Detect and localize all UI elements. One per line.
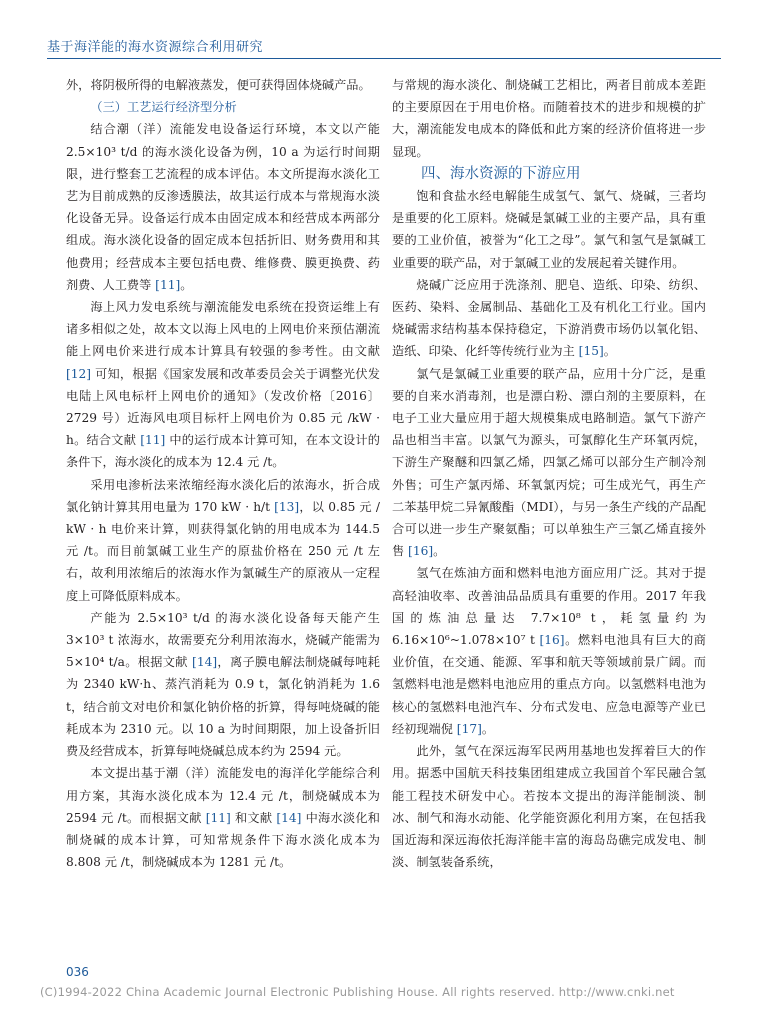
citation-link[interactable]: [16] (404, 544, 434, 559)
citation-link[interactable]: [16] (534, 633, 565, 648)
paragraph: 结合潮（洋）流能发电设备运行环境，本文以产能 2.5×10³ t/d 的海水淡化设备为例，10 a 为运行时间期限，进行整套工艺流程的成本评估。本文所提海水淡化工艺为目前成熟的反渗透膜法，故其运行成本与常规海水淡化设备无异。设备运行成本由固定成本和经营成本两部分组成。海水淡化设备的固定成本包括折旧、财务费用和其他费用；经营成本主要包括电费、维修费、膜更换费、药剂费、人工费等 [11]。 (66, 122, 380, 292)
citation-link[interactable]: [11] (136, 433, 170, 448)
citation-link[interactable]: [14] (272, 810, 306, 825)
running-header: 基于海洋能的海水资源综合利用研究 (47, 40, 264, 55)
paragraph: 氯气是氯碱工业重要的联产品，应用十分广泛，是重要的自来水消毒剂，也是漂白粉、漂白剂的主要原料，在电子工业大量应用于超大规模集成电路制造。氯气下游产品也相当丰富。以氯气为源头，可氯醇化生产环氧丙烷，下游生产聚醚和四氯乙烯，四氯乙烯可以部分生产制冷剂外售；可生产氯丙烯、环氧氯丙烷；可生成光气，再生产二苯基甲烷二异氰酸酯（MDI），与另一条生产线的产品配合可以进一步生产聚氨酯；可以单独生产三氯乙烯直接外售 [16]。 (392, 366, 706, 559)
paragraph: 烧碱广泛应用于洗涤剂、肥皂、造纸、印染、纺织、医药、染料、金属制品、基础化工及有机化工行业。国内烧碱需求结构基本保持稳定，下游消费市场仍以氧化铝、造纸、印染、化纤等传统行业为主 [15]。 (392, 277, 706, 359)
citation-link[interactable]: [11] (201, 810, 235, 825)
paragraph: 采用电渗析法来浓缩经海水淡化后的浓海水，折合成氯化钠计算其用电量为 170 kW · h/t [13]，以 0.85 元 / kW · h 电价来计算，则获得氯化钠的用电成本为 144.5 元 /t。而目前氯碱工业生产的原盐价格在 250 元 /t 左右，故利用浓缩后的浓海水作为氯碱生产的原液从一定程度上可降低原料成本。 (66, 477, 380, 603)
paragraph: 本文提出基于潮（洋）流能发电的海洋化学能综合利用方案，其海水淡化成本为 12.4 元 /t，制烧碱成本为 2594 元 /t。而根据文献 [11] 和文献 [14] 中海水淡化和制烧碱的成本计算，可知常规条件下海水淡化成本为 8.808 元 /t，制烧碱成本为 1281 元 /t。 (66, 766, 380, 870)
right-column (392, 74, 706, 873)
citation-link[interactable]: [13] (270, 499, 300, 514)
paragraph: 外，将阴极所得的电解液蒸发，便可获得固体烧碱产品。 (66, 78, 371, 92)
citation-link[interactable]: [15] (574, 344, 604, 359)
paragraph: 氢气在炼油方面和燃料电池方面应用广泛。其对于提高轻油收率、改善油品品质具有重要的作用。2017 年我国的炼油总量达 7.7×10⁸ t，耗氢量约为 6.16×10⁶~1.078×10⁷ t [16]。燃料电池具有巨大的商业价值，在交通、能源、军事和航天等领域前景广阔。而氢燃料电池是燃料电池应用的重点方向。以氢燃料电池为核心的氢燃料电池汽车、分布式发电、应急电源等产业已经初现端倪 [17]。 (392, 566, 706, 736)
header-rule (47, 58, 721, 59)
page-number: 036 (66, 965, 89, 979)
paragraph: 饱和食盐水经电解能生成氢气、氯气、烧碱，三者均是重要的化工原料。烧碱是氯碱工业的主要产品，具有重要的工业价值，被誉为“化工之母”。氯气和氢气是氯碱工业重要的联产品，对于氯碱工业的发展起着关键作用。 (392, 189, 706, 270)
subsection-heading: （三）工艺运行经济型分析 (90, 100, 237, 115)
paragraph: 海上风力发电系统与潮流能发电系统在投资运维上有诸多相似之处，故本文以海上风电的上网电价来预估潮流能上网电价来进行成本计算具有较强的参考性。由文献 [12] 可知，根据《国家发展和改革委员会关于调整光伏发电陆上风电标杆上网电价的通知》（发改价格〔2016〕2729 号）近海风电项目标杆上网电价为 0.85 元 /kW · h。结合文献 [11] 中的运行成本计算可知，在本文设计的条件下，海水淡化的成本为 12.4 元 /t。 (66, 300, 380, 470)
citation-link[interactable]: [17] (452, 721, 482, 736)
citation-link[interactable]: [11] (151, 277, 181, 292)
paragraph: 与常规的海水淡化、制烧碱工艺相比，两者目前成本差距的主要原因在于用电价格。而随着技术的进步和规模的扩大，潮流能发电成本的降低和此方案的经济价值将进一步显现。 (392, 78, 706, 159)
paragraph: 此外，氢气在深远海军民两用基地也发挥着巨大的作用。据悉中国航天科技集团组建成立我国首个军民融合氢能工程技术研发中心。若按本文提出的海洋能制淡、制冰、制气和海水动能、化学能资源化利用方案，在包括我国近海和深远海依托海洋能丰富的海岛岛礁完成发电、制淡、制氢装备系统， (392, 744, 706, 870)
copyright-notice: (C)1994-2022 China Academic Journal Electronic Publishing House. All rights reserved. http://www.cnki.net (40, 985, 675, 999)
section-heading: 四、海水资源的下游应用 (421, 165, 581, 182)
citation-link[interactable]: [14] (187, 655, 218, 670)
paragraph: 产能为 2.5×10³ t/d 的海水淡化设备每天能产生 3×10³ t 浓海水，故需要充分利用浓海水，烧碱产能需为 5×10⁴ t/a。根据文献 [14]，离子膜电解法制烧碱每吨耗为 2340 kW·h、蒸汽消耗为 0.9 t，氯化钠消耗为 1.6 t，结合前文对电价和氯化钠价格的折算，得每吨烧碱的能耗成本为 2310 元。以 10 a 为时间期限，加上设备折旧费及经营成本，折算每吨烧碱总成本约为 2594 元。 (66, 610, 380, 759)
citation-link[interactable]: [12] (66, 366, 96, 381)
left-column (66, 74, 380, 873)
